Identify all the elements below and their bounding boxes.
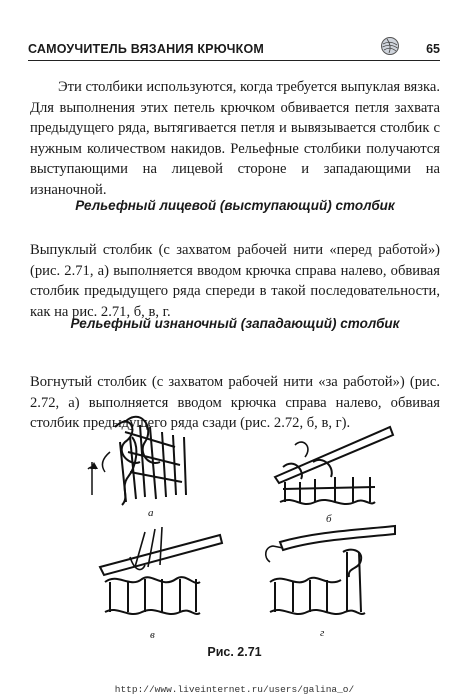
label-b: б xyxy=(326,513,332,525)
front-post-paragraph: Выпуклый столбик (с захватом рабочей нити «перед работой») (рис. 2.71, а) выполняется вводом крючка справа налево, обвивая столбик предыдущего ряда спереди в такой последовательности, как на рис. 2.71, б, в, г. xyxy=(30,242,440,320)
source-url[interactable]: http://www.liveinternet.ru/users/galina_o/ xyxy=(114,684,355,695)
illustration-panel-v xyxy=(90,527,230,627)
intro-paragraph: Эти столбики используются, когда требуется выпуклая вязка. Для выполнения этих петель крючком обвивается петля захвата предыдущего ряда, вытягивается петля и вывязывается столбик с нужным количеством накидов. Рельефные столбики получаются выступающими на лицевой стороне и западающими на изнаночной. xyxy=(30,79,440,198)
label-a: а xyxy=(148,507,154,519)
illustration-panel-a xyxy=(70,407,220,517)
page-header xyxy=(28,38,440,60)
header-divider xyxy=(28,60,440,61)
crochet-illustration xyxy=(70,407,400,647)
section-heading-front-post: Рельефный лицевой (выступающий) столбик xyxy=(75,198,395,213)
label-g: г xyxy=(320,627,325,639)
section-heading-back-post: Рельефный изнаночный (западающий) столбик xyxy=(70,316,400,331)
back-post-paragraph: Вогнутый столбик (с захватом рабочей нити «за работой») (рис. 2.72, а) выполняется вводом крючка справа налево, обвивая столбик предыдущего ряда сзади (рис. 2.72, б, в, г). xyxy=(30,374,440,431)
running-title: САМОУЧИТЕЛЬ ВЯЗАНИЯ КРЮЧКОМ xyxy=(28,42,264,56)
label-v: в xyxy=(150,629,155,641)
figure-caption: Рис. 2.71 xyxy=(207,645,262,659)
yarn-ball-icon xyxy=(380,36,400,56)
illustration-panel-g xyxy=(255,522,400,627)
page-number: 65 xyxy=(426,42,440,56)
illustration-panel-b xyxy=(265,417,405,517)
